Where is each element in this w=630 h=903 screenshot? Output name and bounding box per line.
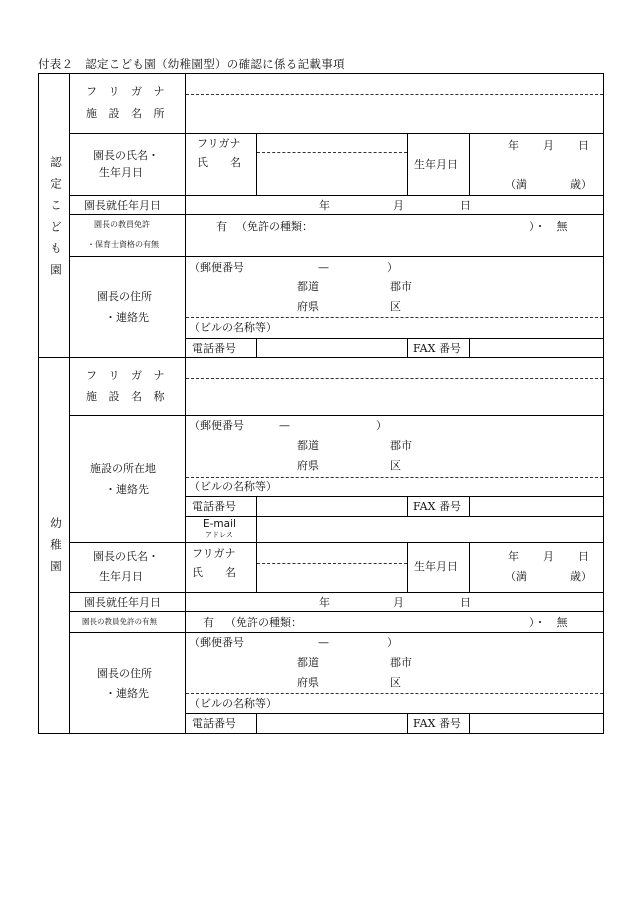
- building-label: （ビルの名称等）: [189, 321, 277, 334]
- city-label-5: 郡市: [390, 656, 412, 669]
- director-address-label-1: 園長の住所: [97, 290, 152, 303]
- prefecture-label-4: 府県: [297, 459, 319, 472]
- appointment-date-label-2: 園長就任年月日: [84, 596, 161, 609]
- city-label-4: 区: [390, 459, 401, 472]
- day-label-2: 日: [578, 550, 589, 563]
- month-label: 月: [543, 139, 554, 152]
- license-label-2: ・保育士資格の有無: [87, 240, 159, 249]
- facility-furigana-field-2[interactable]: [187, 359, 602, 377]
- director-address-label-4: ・連絡先: [105, 687, 149, 700]
- facility-name-label: 施 設 名 所: [86, 107, 169, 120]
- name-sublabel-2: 氏 名: [192, 566, 236, 579]
- phone-label-2: 電話番号: [192, 500, 236, 513]
- prefecture-label-1: 都道: [297, 280, 319, 293]
- appointment-date-label: 園長就任年月日: [84, 199, 161, 212]
- furigana-label: フ リ ガ ナ: [86, 85, 169, 98]
- city-label-1: 郡市: [390, 280, 412, 293]
- appointment-day-2: 日: [460, 596, 471, 609]
- email-address-label: アドレス: [205, 531, 233, 539]
- building-label-3: （ビルの名称等）: [189, 697, 277, 710]
- prefecture-label-5: 都道: [297, 656, 319, 669]
- director-address-label-2: ・連絡先: [105, 311, 149, 324]
- postal-close: ）: [387, 261, 398, 274]
- director-name-birth-label-4: 生年月日: [99, 570, 143, 583]
- postal-close-3: ）: [387, 636, 398, 649]
- year-label: 年: [508, 139, 519, 152]
- phone-field[interactable]: [258, 340, 406, 356]
- license-no-2: ）・ 無: [529, 616, 568, 629]
- phone-label-3: 電話番号: [192, 717, 236, 730]
- year-label-2: 年: [508, 550, 519, 563]
- director-name-birth-label-1: 園長の氏名・: [93, 149, 159, 162]
- facility-address-label-1: 施設の所在地: [90, 462, 156, 475]
- license-kind: （免許の種類：: [236, 220, 313, 233]
- age-open-label-2: （満: [505, 570, 527, 583]
- postal-close-2: ）: [376, 419, 387, 432]
- appointment-day: 日: [460, 199, 471, 212]
- fax-label-2: FAX 番号: [413, 500, 461, 513]
- name-sublabel: 氏 名: [197, 156, 241, 169]
- age-open-label: （満: [505, 178, 527, 191]
- license-yes: 有: [216, 220, 227, 233]
- section-label-kodomoen-text: 認定こども園: [49, 156, 63, 285]
- age-close-label: 歳）: [570, 178, 592, 191]
- license-label-3: 園長の教員免許の有無: [82, 617, 157, 626]
- building-label-2: （ビルの名称等）: [189, 480, 277, 493]
- furigana-label-2: フ リ ガ ナ: [86, 369, 169, 382]
- furigana-sublabel-2: フリガナ: [192, 547, 236, 560]
- license-kind-2: （免許の種類：: [225, 616, 302, 629]
- appointment-year-2: 年: [319, 596, 330, 609]
- appointment-year: 年: [319, 199, 330, 212]
- email-label: E-mail: [203, 518, 236, 530]
- director-name-field[interactable]: [258, 154, 406, 194]
- facility-furigana-field[interactable]: [187, 75, 602, 93]
- birthdate-label: 生年月日: [414, 158, 458, 171]
- postal-code-label-2: （郵便番号: [189, 419, 244, 432]
- postal-code-label: （郵便番号: [189, 261, 244, 274]
- phone-label: 電話番号: [192, 342, 236, 355]
- director-name-birth-label-2: 生年月日: [99, 166, 143, 179]
- fax-label: FAX 番号: [413, 342, 461, 355]
- fax-field-3[interactable]: [471, 715, 602, 732]
- city-label-2: 区: [390, 300, 401, 313]
- prefecture-label-2: 府県: [297, 300, 319, 313]
- facility-name-label-2: 施 設 名 称: [86, 390, 169, 403]
- director-furigana-field-2[interactable]: [258, 544, 406, 562]
- city-label-3: 郡市: [390, 439, 412, 452]
- section-label-youchien: [45, 517, 61, 582]
- fax-label-3: FAX 番号: [413, 717, 461, 730]
- facility-name-field[interactable]: [187, 96, 602, 132]
- director-birthdate-field[interactable]: [471, 135, 602, 194]
- director-address-label-3: 園長の住所: [97, 667, 152, 680]
- facility-address-label-2: ・連絡先: [105, 483, 149, 496]
- section-label-kodomoen: [45, 156, 61, 285]
- facility-name-field-2[interactable]: [187, 380, 602, 414]
- postal-dash: —: [318, 261, 329, 274]
- phone-field-3[interactable]: [258, 715, 406, 732]
- fax-field[interactable]: [471, 340, 602, 356]
- section-label-youchien-text: 幼稚園: [49, 517, 63, 582]
- license-yes-2: 有: [203, 616, 214, 629]
- age-close-label-2: 歳）: [570, 570, 592, 583]
- month-label-2: 月: [543, 550, 554, 563]
- postal-dash-3: —: [318, 636, 329, 649]
- director-name-field-2[interactable]: [258, 565, 406, 591]
- postal-dash-2: —: [279, 419, 290, 432]
- city-label-6: 区: [390, 676, 401, 689]
- director-name-birth-label-3: 園長の氏名・: [93, 550, 159, 563]
- birthdate-label-2: 生年月日: [414, 560, 458, 573]
- license-label-1: 園長の教員免許: [94, 220, 150, 229]
- license-no: ）・ 無: [529, 220, 568, 233]
- prefecture-label-3: 都道: [297, 439, 319, 452]
- email-field[interactable]: [258, 518, 602, 541]
- appointment-month: 月: [393, 199, 404, 212]
- director-furigana-field[interactable]: [258, 135, 406, 151]
- postal-code-label-3: （郵便番号: [189, 636, 244, 649]
- day-label: 日: [578, 139, 589, 152]
- appointment-month-2: 月: [393, 596, 404, 609]
- page-title: 付表２ 認定こども園（幼稚園型）の確認に係る記載事項: [38, 57, 345, 71]
- furigana-sublabel: フリガナ: [197, 137, 241, 150]
- prefecture-label-6: 府県: [297, 676, 319, 689]
- fax-field-2[interactable]: [471, 498, 602, 515]
- phone-field-2[interactable]: [258, 498, 406, 515]
